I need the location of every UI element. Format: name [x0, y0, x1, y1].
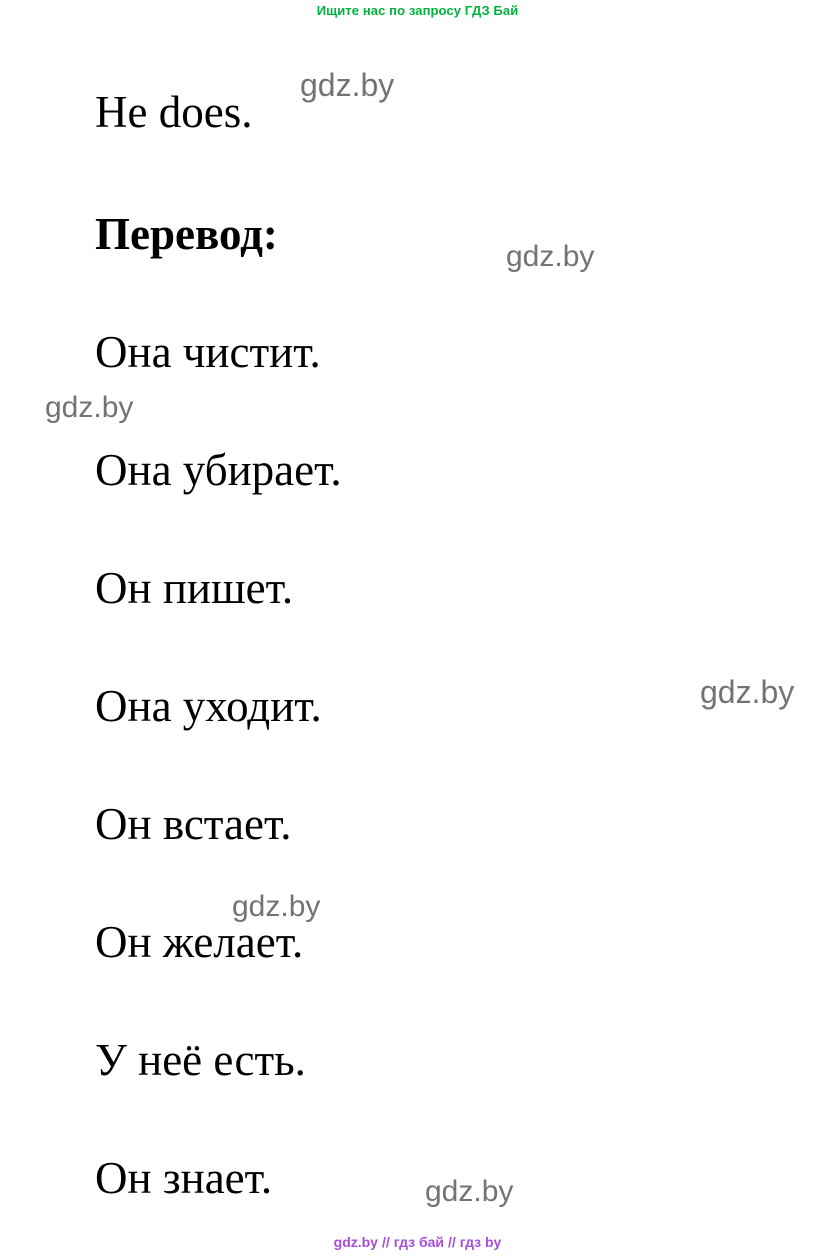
footer-separator: //	[381, 1234, 390, 1250]
text-line: Он пишет.	[95, 563, 294, 613]
watermark-text: gdz.by	[506, 240, 595, 273]
text-line: Она уходит.	[95, 681, 322, 731]
watermark-text: gdz.by	[425, 1175, 514, 1208]
watermark-text: gdz.by	[300, 67, 395, 103]
footer-link[interactable]: гдз бай	[393, 1234, 445, 1250]
footer-links	[0, 1234, 835, 1250]
footer-link[interactable]: gdz.by	[333, 1234, 378, 1250]
text-line: He does.	[95, 87, 253, 137]
footer-link[interactable]: гдз by	[459, 1234, 502, 1250]
footer-separator: //	[448, 1234, 456, 1250]
text-line: Он желает.	[95, 917, 304, 967]
text-line: У неё есть.	[95, 1035, 306, 1085]
top-promo-banner: Ищите нас по запросу ГДЗ Бай	[316, 3, 519, 18]
watermark-text: gdz.by	[232, 890, 321, 923]
text-line: Она убирает.	[95, 445, 342, 495]
watermark-text: gdz.by	[700, 674, 795, 710]
watermark-text: gdz.by	[45, 391, 134, 424]
text-line: Она чистит.	[95, 327, 321, 377]
text-line: Он встает.	[95, 799, 292, 849]
text-line: Он знает.	[95, 1153, 273, 1203]
text-line: Перевод:	[95, 209, 278, 259]
